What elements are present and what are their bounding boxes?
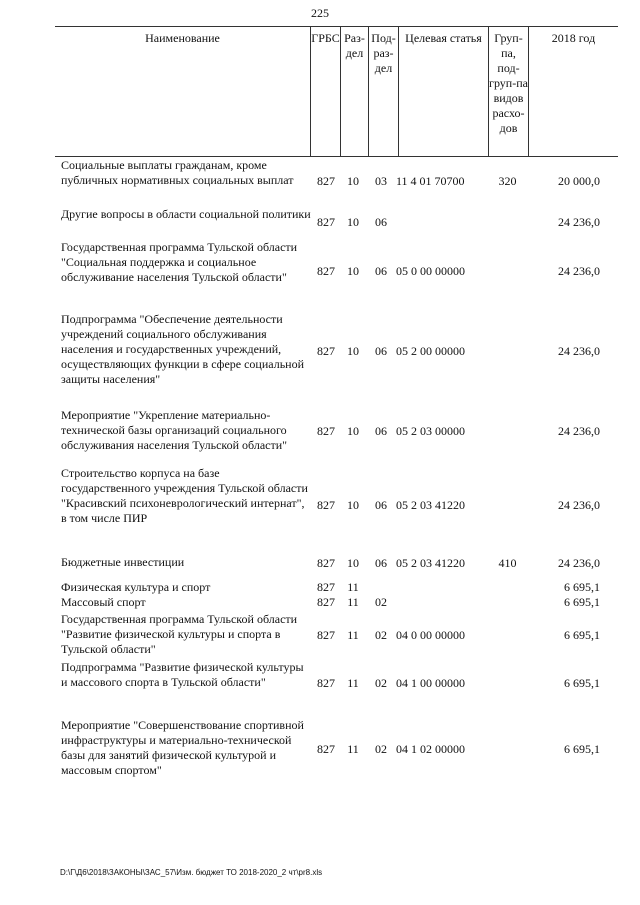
row-podrazdel: 06	[375, 555, 387, 570]
file-path: D:\Г\Д6\2018\ЗАКОНЫ\ЗАС_57\Изм. бюджет ТО 2018-2020_2 чт\pr8.xls	[60, 868, 323, 877]
row-grbs: 827	[317, 173, 335, 188]
table-row	[0, 595, 640, 610]
row-podrazdel: 02	[375, 627, 387, 642]
row-name: Социальные выплаты гражданам, кроме публичных нормативных социальных выплат	[61, 158, 294, 187]
row-amount: 24 236,0	[558, 263, 600, 278]
header-podrazdel: Под-раз-дел	[368, 27, 398, 156]
row-grbs: 827	[317, 627, 335, 642]
row-target: 04 1 00 00000	[396, 675, 465, 690]
row-amount: 24 236,0	[558, 497, 600, 512]
row-razdel: 11	[347, 580, 359, 594]
row-name: Массовый спорт	[61, 595, 146, 609]
row-razdel: 11	[347, 675, 359, 690]
row-grbs: 827	[317, 423, 335, 438]
row-target: 05 2 03 41220	[396, 555, 465, 570]
row-razdel: 10	[347, 423, 359, 438]
row-name: Подпрограмма "Развитие физической культуры и массового спорта в Тульской области"	[61, 660, 304, 689]
row-amount: 6 695,1	[564, 627, 600, 642]
table-row	[0, 555, 640, 571]
row-grbs: 827	[317, 263, 335, 278]
table-row	[0, 408, 640, 454]
row-amount: 24 236,0	[558, 423, 600, 438]
row-amount: 20 000,0	[558, 173, 600, 188]
row-razdel: 10	[347, 263, 359, 278]
row-grbs: 827	[317, 555, 335, 570]
header-name: Наименование	[145, 31, 220, 45]
table-row	[0, 466, 640, 544]
row-razdel: 11	[347, 627, 359, 642]
row-amount: 24 236,0	[558, 214, 600, 229]
row-amount: 6 695,1	[564, 580, 600, 594]
row-razdel: 11	[347, 595, 359, 609]
row-grbs: 827	[317, 675, 335, 690]
row-amount: 24 236,0	[558, 555, 600, 570]
row-amount: 6 695,1	[564, 595, 600, 609]
row-grbs: 827	[317, 595, 335, 609]
row-target	[396, 595, 486, 610]
table-row	[0, 158, 640, 204]
row-group: 410	[498, 555, 517, 570]
row-name: Строительство корпуса на базе государственного учреждения Тульской области "Красивский психоневрологический интернат", в том числе ПИР	[61, 466, 308, 525]
header-target: Целевая статья	[398, 27, 488, 156]
row-grbs: 827	[317, 580, 335, 594]
row-name: Подпрограмма "Обеспечение деятельности учреждений социального обслуживания населения и государственных учреждений, осуществляющих функции в сфере социальной защиты населения"	[61, 312, 305, 386]
row-grbs: 827	[317, 214, 335, 229]
row-target: 05 2 03 41220	[396, 497, 465, 512]
table-row	[0, 207, 640, 237]
header-razdel: Раз-дел	[340, 27, 368, 156]
row-podrazdel: 02	[375, 741, 387, 756]
row-target	[396, 207, 486, 237]
row-grbs: 827	[317, 741, 335, 756]
row-name: Мероприятие "Укрепление материально-технической базы организаций социального обслуживания населения Тульской области"	[61, 408, 288, 452]
row-amount: 24 236,0	[558, 343, 600, 358]
row-target: 05 2 00 00000	[396, 343, 465, 358]
table-row	[0, 580, 640, 595]
row-razdel: 10	[347, 214, 359, 229]
row-razdel: 10	[347, 555, 359, 570]
row-grbs: 827	[317, 497, 335, 512]
row-name: Физическая культура и спорт	[61, 580, 211, 594]
row-podrazdel	[371, 580, 391, 595]
table-row	[0, 312, 640, 390]
row-target: 04 1 02 00000	[396, 741, 465, 756]
row-podrazdel: 06	[375, 497, 387, 512]
table-row	[0, 660, 640, 706]
row-podrazdel: 06	[375, 263, 387, 278]
row-podrazdel: 03	[375, 173, 387, 188]
table-header	[55, 26, 618, 157]
row-name: Государственная программа Тульской области "Развитие физической культуры и спорта в Тульской области"	[61, 612, 298, 656]
row-amount: 6 695,1	[564, 741, 600, 756]
row-target: 05 0 00 00000	[396, 263, 465, 278]
row-razdel: 10	[347, 173, 359, 188]
row-razdel: 10	[347, 343, 359, 358]
row-name: Другие вопросы в области социальной политики	[61, 207, 311, 221]
row-podrazdel: 02	[375, 675, 387, 690]
row-grbs: 827	[317, 343, 335, 358]
row-amount: 6 695,1	[564, 675, 600, 690]
row-target	[396, 580, 486, 595]
header-year: 2018 год	[528, 27, 618, 156]
header-grbs: ГРБС	[310, 27, 340, 156]
row-razdel: 11	[347, 741, 359, 756]
row-podrazdel: 06	[375, 343, 387, 358]
row-group: 320	[498, 173, 517, 188]
row-target: 04 0 00 00000	[396, 627, 465, 642]
page-number: 225	[311, 6, 329, 20]
table-row	[0, 612, 640, 658]
header-group: Груп-па, под-груп-па видов расхо-дов	[488, 27, 528, 156]
row-podrazdel: 06	[375, 214, 387, 229]
row-name: Государственная программа Тульской области "Социальная поддержка и социальное обслуживание населения Тульской области"	[61, 240, 298, 284]
table-row	[0, 718, 640, 780]
row-target: 11 4 01 70700	[396, 173, 465, 188]
row-name: Бюджетные инвестиции	[61, 555, 185, 569]
row-podrazdel: 02	[375, 595, 387, 609]
row-target: 05 2 03 00000	[396, 423, 465, 438]
row-razdel: 10	[347, 497, 359, 512]
table-row	[0, 240, 640, 302]
row-name: Мероприятие "Совершенствование спортивной инфраструктуры и материально-технической базы для занятий физической культурой и массовым спортом"	[61, 718, 304, 777]
row-podrazdel: 06	[375, 423, 387, 438]
